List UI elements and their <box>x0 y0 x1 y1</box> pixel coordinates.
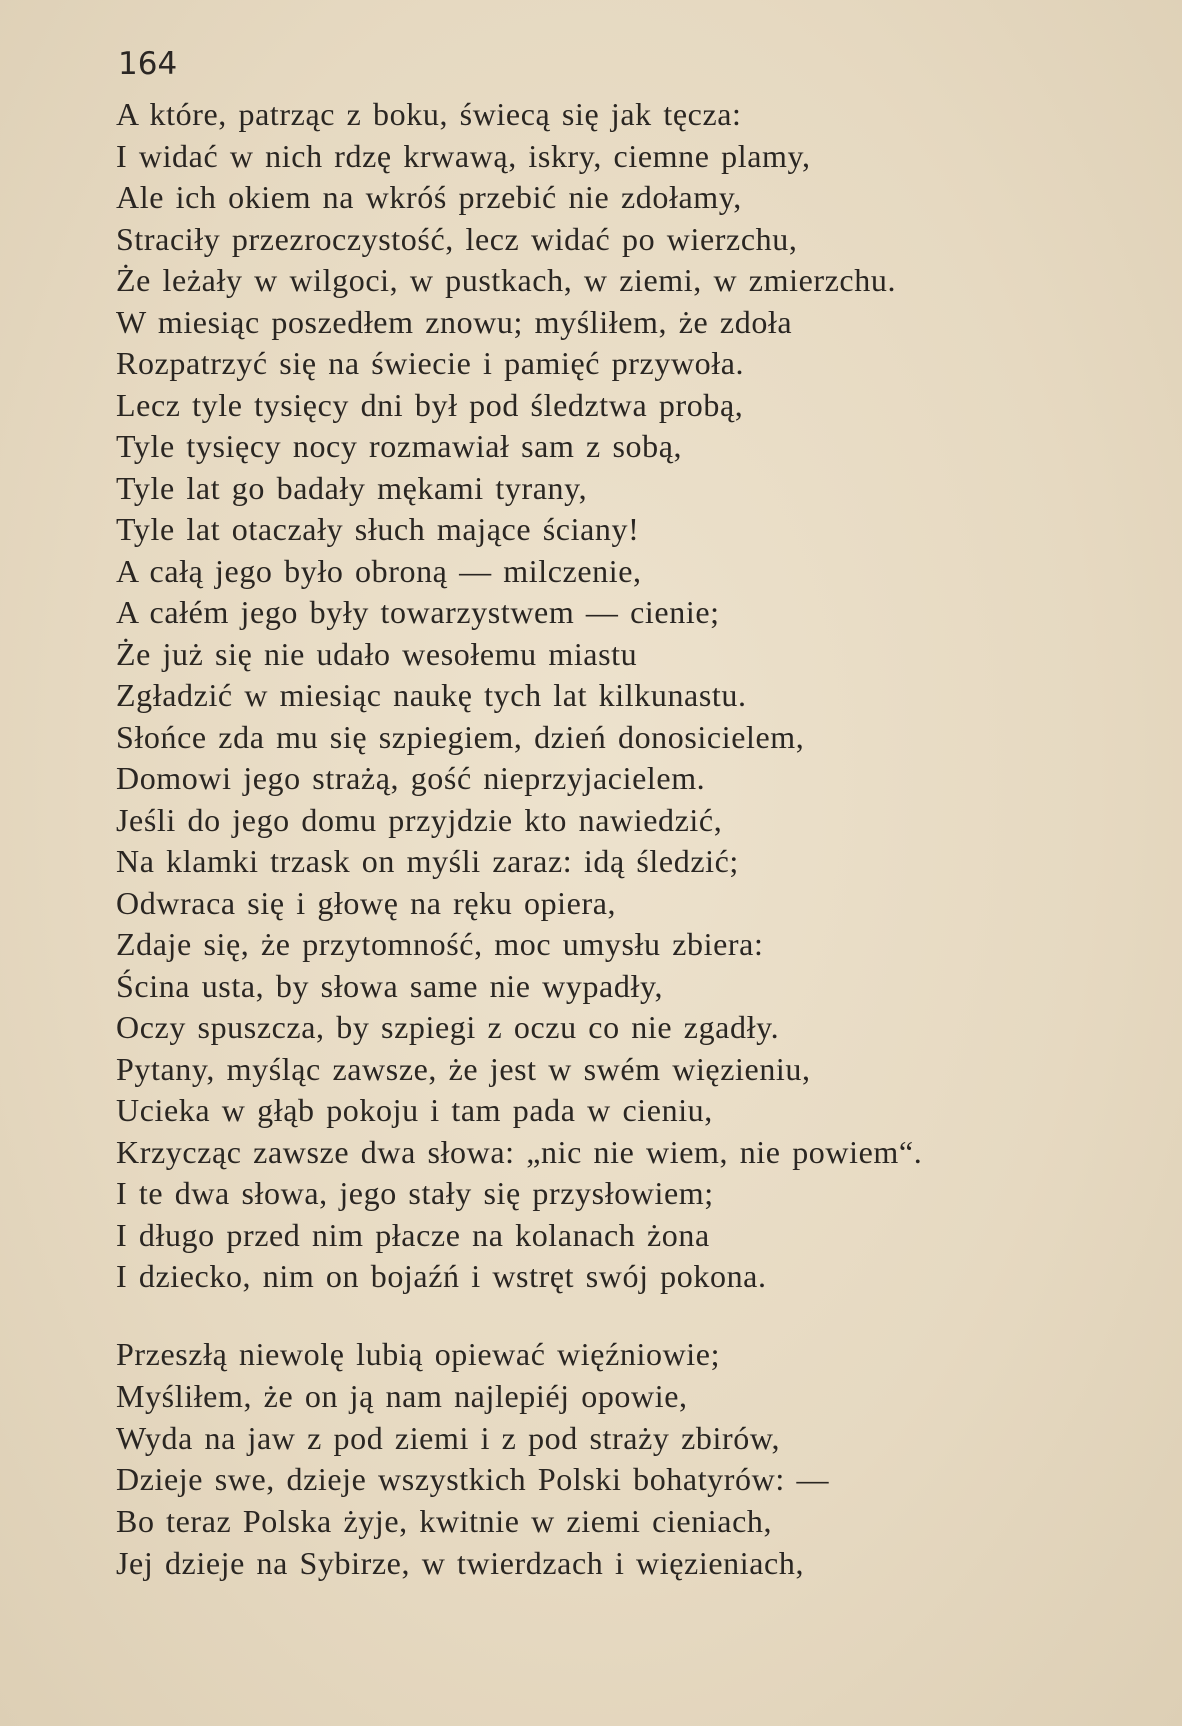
verse-line: Pytany, myśląc zawsze, że jest w swém więzieniu, <box>116 1050 811 1087</box>
verse-line: Lecz tyle tysięcy dni był pod śledztwa probą, <box>116 386 744 423</box>
verse-line: Rozpatrzyć się na świecie i pamięć przywoła. <box>116 345 745 381</box>
page-number: 164 <box>118 46 178 82</box>
verse-line: Że już się nie udało wesołemu miastu <box>116 635 638 672</box>
verse-line: Ale ich okiem na wkróś przebić nie zdołamy, <box>116 179 742 215</box>
verse-line: Tyle lat otaczały słuch mające ściany! <box>116 511 640 547</box>
verse-line: Dzieje swe, dzieje wszystkich Polski bohatyrów: — <box>116 1461 830 1498</box>
stanza-1 <box>116 94 1076 1298</box>
verse-line: Słońce zda mu się szpiegiem, dzień donosicielem, <box>116 718 805 755</box>
verse-line: Na klamki trzask on myśli zaraz: idą śledzić; <box>116 843 739 879</box>
verse-line: I dziecko, nim on bojaźń i wstręt swój pokona. <box>116 1258 767 1294</box>
verse-line: Odwraca się i głowę na ręku opiera, <box>116 884 617 921</box>
verse-line: I te dwa słowa, jego stały się przysłowiem; <box>116 1175 714 1211</box>
verse-line: Wyda na jaw z pod ziemi i z pod straży zbirów, <box>116 1419 781 1456</box>
verse-line: Przeszłą niewolę lubią opiewać więźniowie; <box>116 1336 721 1372</box>
verse-line: Jej dzieje na Sybirze, w twierdzach i więzieniach, <box>116 1544 805 1581</box>
verse-line: W miesiąc poszedłem znowu; myśliłem, że zdoła <box>116 303 793 340</box>
stanza-2 <box>116 1334 1076 1585</box>
verse-line: Zgładzić w miesiąc naukę tych lat kilkunastu. <box>116 677 747 713</box>
verse-line: Ścina usta, by słowa same nie wypadły, <box>116 967 664 1004</box>
verse-line: A całą jego było obroną — milczenie, <box>116 552 642 589</box>
verse-line: Jeśli do jego domu przyjdzie kto nawiedzić, <box>116 801 723 838</box>
verse-line: Bo teraz Polska żyje, kwitnie w ziemi cieniach, <box>116 1503 773 1540</box>
verse-line: Tyle tysięcy nocy rozmawiał sam z sobą, <box>116 428 683 464</box>
verse-line: I długo przed nim płacze na kolanach żona <box>116 1216 710 1253</box>
verse-line: I widać w nich rdzę krwawą, iskry, ciemne plamy, <box>116 137 811 174</box>
verse-line: Ucieka w głąb pokoju i tam pada w cieniu, <box>116 1092 713 1128</box>
verse-line: Krzycząc zawsze dwa słowa: „nic nie wiem, nie powiem“. <box>116 1133 923 1170</box>
verse-line: Tyle lat go badały mękami tyrany, <box>116 469 588 506</box>
verse-line: Myśliłem, że on ją nam najlepiéj opowie, <box>116 1377 688 1414</box>
verse-line: Zdaje się, że przytomność, moc umysłu zbiera: <box>116 926 764 962</box>
verse-line: Straciły przezroczystość, lecz widać po wierzchu, <box>116 220 798 257</box>
verse-line: Oczy spuszcza, by szpiegi z oczu co nie zgadły. <box>116 1009 780 1045</box>
verse-line: Że leżały w wilgoci, w pustkach, w ziemi, w zmierzchu. <box>116 262 897 298</box>
verse-line: Domowi jego strażą, gość nieprzyjacielem. <box>116 760 706 796</box>
verse-line: A całém jego były towarzystwem — cienie; <box>116 594 720 630</box>
verse-line: A które, patrząc z boku, świecą się jak tęcza: <box>116 96 742 132</box>
